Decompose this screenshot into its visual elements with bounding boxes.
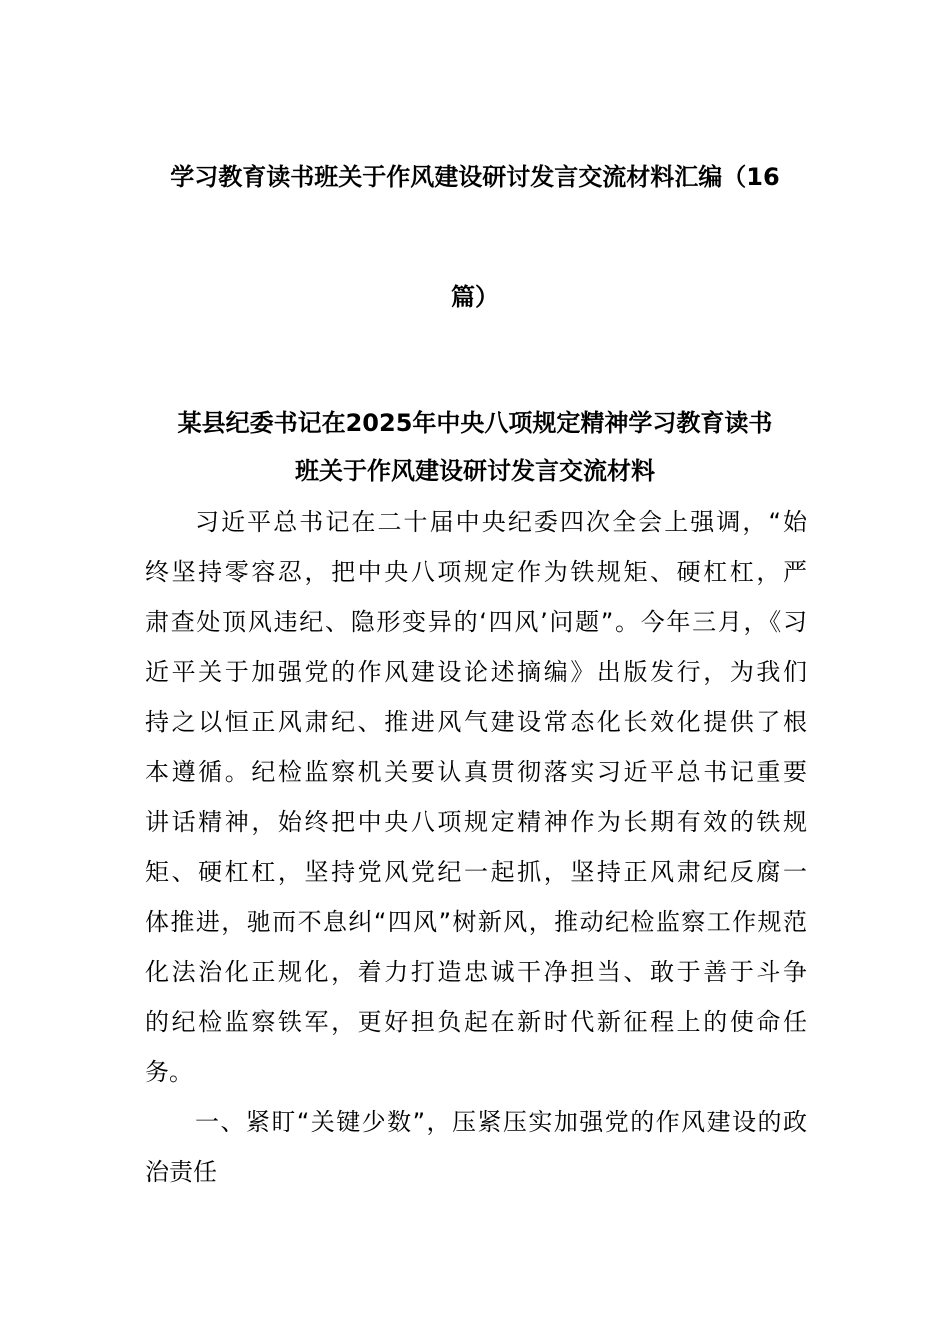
section-1-heading — [145, 1097, 807, 1197]
paragraph-line: 体推进，驰而不息纠“四风”树新风，推动纪检监察工作规范 — [145, 908, 807, 936]
document-title-line-1: 学习教育读书班关于作风建设研讨发言交流材料汇编（16 — [170, 163, 780, 191]
paragraph-line: 讲话精神，始终把中央八项规定精神作为长期有效的铁规 — [145, 808, 807, 836]
paragraph-line: 务。 — [145, 1058, 193, 1086]
paragraph-line: 终坚持零容忍，把中央八项规定作为铁规矩、硬杠杠，严 — [145, 558, 807, 586]
section-heading-line: 一、紧盯“关键少数”，压紧压实加强党的作风建设的政 — [195, 1108, 807, 1136]
article-title-line-2: 班关于作风建设研讨发言交流材料 — [295, 457, 655, 485]
paragraph-line: 近平关于加强党的作风建设论述摘编》出版发行，为我们 — [145, 658, 807, 686]
section-heading-line: 治责任 — [145, 1158, 217, 1186]
document-title-line-2: 篇） — [451, 283, 499, 311]
paragraph-line: 化法治化正规化，着力打造忠诚干净担当、敢于善于斗争 — [145, 958, 807, 986]
paragraph-line: 持之以恒正风肃纪、推进风气建设常态化长效化提供了根 — [145, 708, 807, 736]
paragraph-1 — [145, 497, 807, 1097]
paragraph-line: 本遵循。纪检监察机关要认真贯彻落实习近平总书记重要 — [145, 758, 807, 786]
paragraph-line: 矩、硬杠杠，坚持党风党纪一起抓，坚持正风肃纪反腐一 — [145, 858, 807, 886]
article-title-line-1: 某县纪委书记在2025年中央八项规定精神学习教育读书 — [177, 409, 773, 437]
paragraph-line: 习近平总书记在二十届中央纪委四次全会上强调，“始 — [195, 508, 807, 536]
paragraph-line: 的纪检监察铁军，更好担负起在新时代新征程上的使命任 — [145, 1008, 807, 1036]
paragraph-line: 肃查处顶风违纪、隐形变异的‘四风’问题”。今年三月，《习 — [145, 608, 807, 636]
